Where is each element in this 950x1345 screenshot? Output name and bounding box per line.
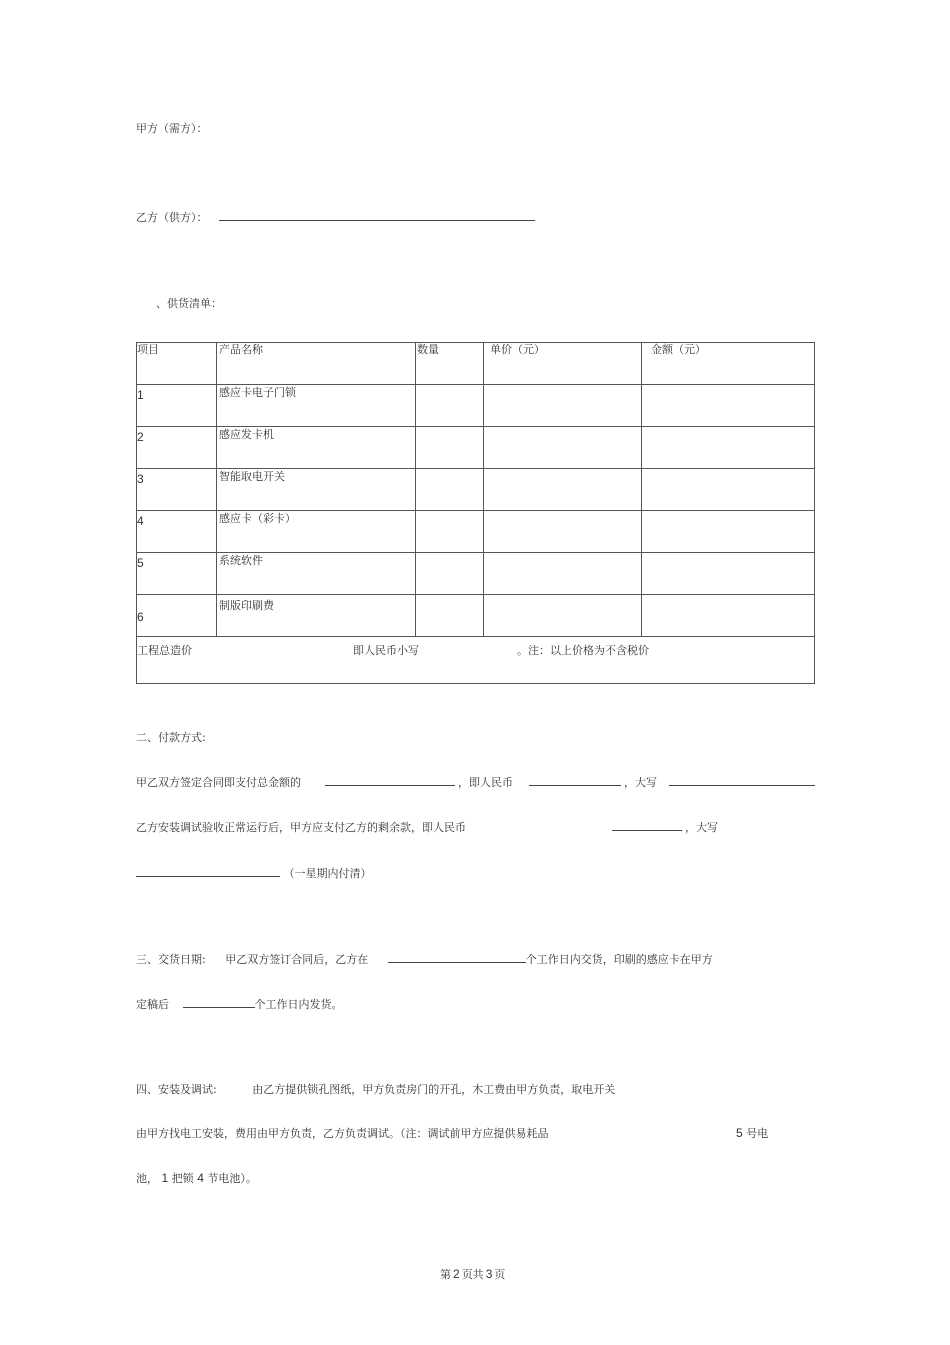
payment-line-2-text-a: 乙方安装调试验收正常运行后，甲方应支付乙方的剩余款，即人民币 <box>136 821 466 834</box>
row-unit-price-cell <box>484 553 642 595</box>
row-number: 2 <box>137 430 144 444</box>
row-number: 3 <box>137 472 144 486</box>
row-unit-price-cell <box>484 427 642 469</box>
payment-line-3 <box>136 866 372 881</box>
row-product-name: 感应卡（彩卡） <box>219 512 296 525</box>
header-product-name: 产品名称 <box>217 343 416 385</box>
row-product-name: 系统软件 <box>219 554 263 567</box>
payment-line-2-text-b: ，大写 <box>685 821 718 834</box>
row-quantity-cell <box>416 553 484 595</box>
delivery-line-2 <box>136 997 343 1012</box>
header-amount: 金额（元） <box>642 343 815 385</box>
table-row <box>137 385 815 427</box>
payment-line-2 <box>136 820 718 835</box>
battery-count: 4 <box>197 1171 204 1185</box>
install-line-3-b: 把锁 <box>171 1172 194 1185</box>
row-number: 5 <box>137 556 144 570</box>
shipping-days-blank <box>183 997 255 1008</box>
install-line-2-tail <box>736 1126 768 1141</box>
table-row <box>137 511 815 553</box>
install-line-3-a: 池， <box>136 1172 158 1185</box>
delivery-line-1 <box>136 952 713 967</box>
row-unit-price-cell <box>484 595 642 637</box>
payment-line-1-text-c: ，大写 <box>624 776 657 789</box>
total-note: 。注：以上价格为不含税价 <box>517 644 649 657</box>
party-b-blank <box>219 210 535 221</box>
footer-prefix: 第 <box>440 1268 451 1281</box>
footer-mid: 页共 <box>461 1268 484 1281</box>
install-line-2 <box>136 1127 549 1141</box>
party-b-row <box>136 210 535 225</box>
install-line-3-c: 节电池）。 <box>207 1172 257 1185</box>
row-number: 6 <box>137 610 144 624</box>
row-quantity-cell <box>416 385 484 427</box>
current-page: 2 <box>453 1267 460 1281</box>
row-product-name: 感应发卡机 <box>219 428 274 441</box>
total-price-label: 工程总造价 <box>137 644 192 657</box>
payment-line-1-text-b: ，即人民币 <box>458 776 513 789</box>
battery-size: 5 <box>736 1126 743 1140</box>
delivery-days-blank <box>388 952 526 963</box>
row-quantity-cell <box>416 469 484 511</box>
page-footer <box>440 1267 505 1282</box>
header-item: 项目 <box>137 343 217 385</box>
table-row <box>137 469 815 511</box>
payment-line-1 <box>136 775 815 790</box>
payment-rmb-blank <box>529 775 621 786</box>
party-b-label: 乙方（供方）： <box>136 211 208 224</box>
row-amount-cell <box>642 511 815 553</box>
row-quantity-cell <box>416 595 484 637</box>
row-number: 4 <box>137 514 144 528</box>
header-unit-price: 单价（元） <box>484 343 642 385</box>
table-header-row <box>137 343 815 385</box>
header-quantity: 数量 <box>416 343 484 385</box>
remaining-rmb-blank <box>612 820 682 831</box>
total-rmb-label: 即人民币小写 <box>353 644 419 657</box>
row-product-name: 智能取电开关 <box>219 470 285 483</box>
party-a-label: 甲方（需方）： <box>136 122 208 135</box>
table-row <box>137 553 815 595</box>
install-text-a: 由乙方提供锁孔图纸，甲方负责房门的开孔，木工费由甲方负责，取电开关 <box>252 1083 616 1096</box>
delivery-text-b: 个工作日内交货，印刷的感应卡在甲方 <box>525 953 713 966</box>
row-unit-price-cell <box>484 385 642 427</box>
payment-percent-blank <box>325 775 455 786</box>
footer-suffix: 页 <box>494 1268 506 1281</box>
row-amount-cell <box>642 385 815 427</box>
install-line-2-text: 由甲方找电工安装，费用由甲方负责，乙方负责调试。（注：调试前甲方应提供易耗品 <box>136 1127 549 1140</box>
supply-list-title: 、供货清单： <box>156 297 222 310</box>
row-quantity-cell <box>416 427 484 469</box>
install-line-1 <box>136 1083 615 1097</box>
row-unit-price-cell <box>484 511 642 553</box>
delivery-title: 三、交货日期: <box>136 953 206 966</box>
row-amount-cell <box>642 427 815 469</box>
delivery-line-2-text-a: 定稿后 <box>136 998 169 1011</box>
delivery-text-a: 甲乙双方签订合同后，乙方在 <box>225 953 369 966</box>
payment-uppercase-blank <box>669 775 815 786</box>
row-product-name: 制版印刷费 <box>219 599 274 612</box>
payment-line-1-text-a: 甲乙双方签定合同即支付总金额的 <box>136 776 301 789</box>
total-pages: 3 <box>485 1267 493 1281</box>
delivery-line-2-text-b: 个工作日内发货。 <box>254 998 343 1011</box>
install-title: 四、安装及调试: <box>136 1083 217 1096</box>
supply-table <box>136 342 815 684</box>
payment-title: 二、付款方式: <box>136 731 206 744</box>
row-unit-price-cell <box>484 469 642 511</box>
row-amount-cell <box>642 553 815 595</box>
payment-line-3-text: （一星期内付清） <box>283 867 372 880</box>
table-total-row <box>137 637 815 684</box>
row-number: 1 <box>137 388 144 402</box>
row-quantity-cell <box>416 511 484 553</box>
table-row <box>137 427 815 469</box>
table-row <box>137 595 815 637</box>
row-product-name: 感应卡电子门锁 <box>219 386 296 399</box>
lock-count: 1 <box>161 1171 169 1185</box>
remaining-uppercase-blank <box>136 866 280 877</box>
install-line-3 <box>136 1171 257 1186</box>
install-line-2-end: 号电 <box>746 1127 769 1140</box>
row-amount-cell <box>642 469 815 511</box>
row-amount-cell <box>642 595 815 637</box>
